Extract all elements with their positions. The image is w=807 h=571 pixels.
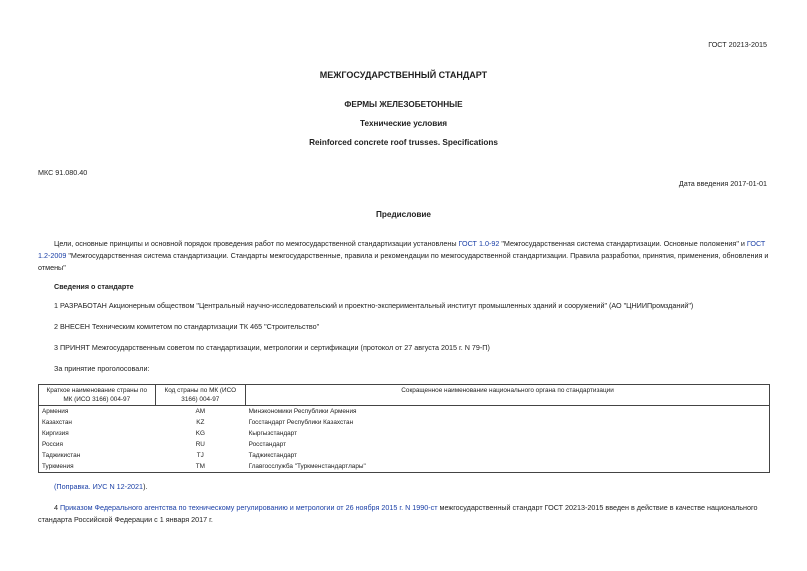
item4-text: межгосударственный стандарт ГОСТ 20213-2015 введен в действие в качестве национального стандарта Российской Федерации с 1 января 2017 г. [38,503,758,524]
document-subtitle: Технические условия [359,119,448,128]
info-item-3: 3 ПРИНЯТ Межгосударственным советом по стандартизации, метрологии и сертификации (протокол от 27 августа 2015 г. N 79-П) [54,343,490,352]
english-title: Reinforced concrete roof trusses. Specifications [309,138,498,147]
order-link[interactable]: Приказом Федерального агентства по техническому регулированию и метрологии от 26 ноября 2015 г. N 1990-ст [60,503,438,512]
mks-code: МКС 91.080.40 [38,168,88,177]
gost-1-0-92-link[interactable]: ГОСТ 1.0-92 [458,239,500,248]
voting-table [38,384,770,473]
table-cell-body: Госстандарт Республики Казахстан [246,417,770,428]
table-cell-code: TJ [196,452,204,459]
table-cell-body: Росстандарт [246,439,770,450]
preface-paragraph [38,238,770,274]
preface-text-b: "Межгосударственная система стандартизации. Основные положения" и [499,239,747,248]
table-cell-code: KG [195,430,205,437]
table-row [39,439,770,450]
voted-label: За принятие проголосовали: [54,364,150,373]
table-row [39,461,770,473]
document-title: ФЕРМЫ ЖЕЛЕЗОБЕТОННЫЕ [344,100,463,109]
table-cell-code: AM [195,408,206,415]
table-cell-country: Казахстан [39,417,156,428]
standard-info-heading: Сведения о стандарте [54,282,134,291]
document-number: ГОСТ 20213-2015 [708,40,767,49]
table-cell-body: Минэкономики Республики Армения [246,406,770,418]
amendment-note [54,482,147,491]
preface-heading: Предисловие [376,210,431,219]
table-row [39,417,770,428]
preface-text-c: "Межгосударственная система стандартизации. Стандарты межгосударственные, правила и рекомендации по межгосударственной стандартизации. Правила разработки, принятия, применения, обновления и отмены" [38,251,769,272]
table-cell-code: RU [195,441,205,448]
table-cell-country: Армения [39,406,156,418]
table-cell-country: Туркмения [39,461,156,473]
table-cell-body: Главгосслужба "Туркменстандартлары" [246,461,770,473]
item4-number: 4 [54,503,60,512]
table-cell-body: Таджикстандарт [246,450,770,461]
table-row [39,406,770,418]
table-cell-body: Кыргызстандарт [246,428,770,439]
table-cell-country: Россия [39,439,156,450]
info-item-2: 2 ВНЕСЕН Техническим комитетом по стандартизации ТК 465 "Строительство" [54,322,320,331]
table-header-body: Сокращенное наименование национального органа по стандартизации [246,385,770,406]
table-header-country: Краткое наименование страны по МК (ИСО 3166) 004-97 [39,385,156,406]
table-header-code: Код страны по МК (ИСО 3166) 004-97 [155,385,246,406]
table-header-row [39,385,770,406]
info-item-1: 1 РАЗРАБОТАН Акционерным обществом "Центральный научно-исследовательский и проектно-экспериментальный институт промышленных зданий и сооружений" (АО "ЦНИИПромзданий") [54,301,694,310]
amendment-link[interactable]: Поправка. ИУС N 12-2021 [56,482,144,491]
gost-1-2-2009-link[interactable]: ГОСТ 1.2-2009 [38,239,766,260]
table-cell-country: Таджикистан [39,450,156,461]
amendment-close: ). [143,482,148,491]
info-item-4 [38,502,770,526]
table-row [39,428,770,439]
preface-text-a: Цели, основные принципы и основной порядок проведения работ по межгосударственной стандартизации установлены [54,239,459,248]
table-cell-code: KZ [196,419,205,426]
table-cell-country: Киргизия [39,428,156,439]
amendment-open: ( [54,482,57,491]
table-row [39,450,770,461]
table-cell-code: TM [155,461,246,473]
introduction-date: Дата введения 2017-01-01 [678,179,767,188]
standard-type-heading: МЕЖГОСУДАРСТВЕННЫЙ СТАНДАРТ [319,70,488,80]
